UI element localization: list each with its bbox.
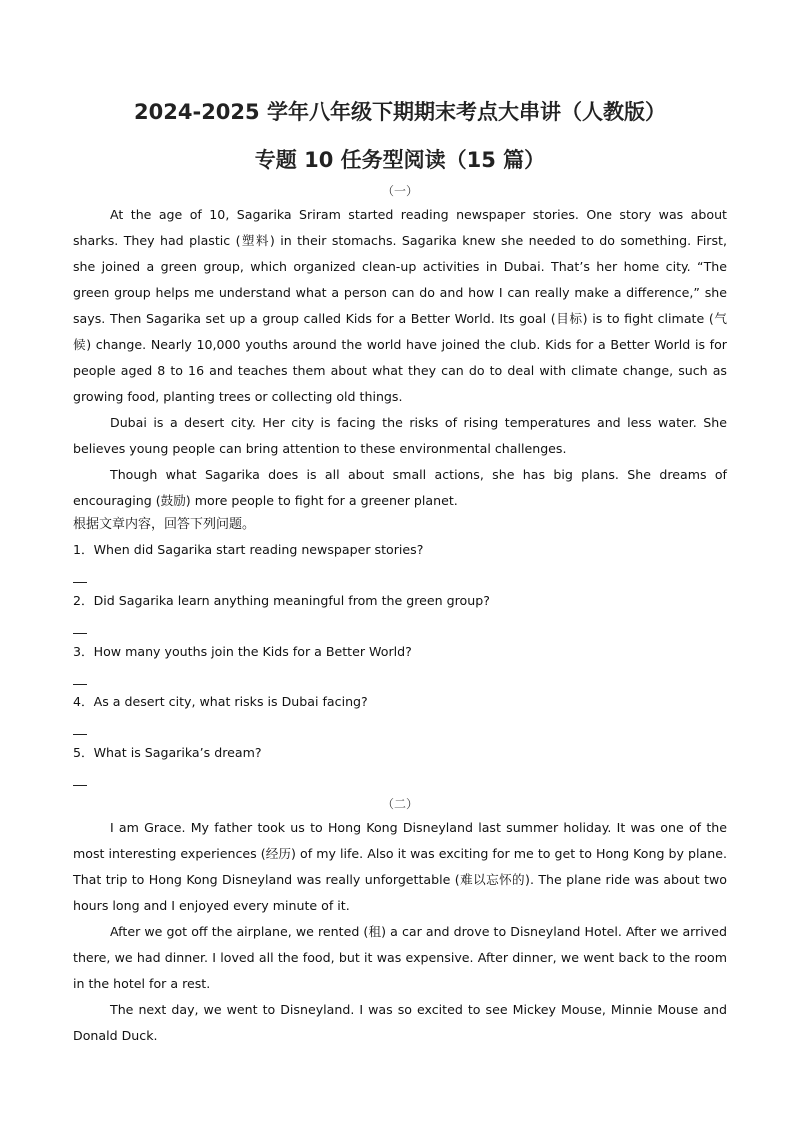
answer-blank-4[interactable] <box>73 734 87 735</box>
question-3: 3．How many youths join the Kids for a Better World? <box>73 644 412 659</box>
passage2-paragraph-1: I am Grace. My father took us to Hong Kong Disneyland last summer holiday. It was one of the most interesting experiences (经历) of my life. Also it was exciting for me to get to Hong Kong by plane. That trip to Hong Kong Disneyland was really unforgettable (难以忘怀的). The plane ride was about two hours long and I enjoyed every minute of it. <box>73 820 727 913</box>
question-4: 4．As a desert city, what risks is Dubai facing? <box>73 694 368 709</box>
answer-blank-3[interactable] <box>73 684 87 685</box>
passage2-paragraph-2: After we got off the airplane, we rented (租) a car and drove to Disneyland Hotel. After we arrived there, we had dinner. I loved all the food, but it was expensive. After dinner, we went back to the room in the hotel for a rest. <box>73 924 727 991</box>
answer-blank-2[interactable] <box>73 633 87 634</box>
answer-blank-1[interactable] <box>73 582 87 583</box>
passage1-paragraph-4: Though what Sagarika does is all about small actions, she has big plans. She dreams of encouraging (鼓励) more people to fight for a greener planet. <box>73 467 727 508</box>
answer-blank-5[interactable] <box>73 785 87 786</box>
passage2-paragraph-3: The next day, we went to Disneyland. I was so excited to see Mickey Mouse, Minnie Mouse and Donald Duck. <box>73 1002 727 1043</box>
section-label-2: （二） <box>381 797 418 811</box>
question-2: 2．Did Sagarika learn anything meaningful from the green group? <box>73 593 490 608</box>
document-title: 2024-2025 学年八年级下期期末考点大串讲（人教版） <box>134 100 666 124</box>
passage1-paragraph-2: Then Sagarika set up a group called Kids for a Better World. Its goal (目标) is to fight climate (气候) change. Nearly 10,000 youths around the world have joined the club. Kids for a Better World is for people aged 8 to 16 and teaches them about what they can do to deal with climate change, such as growing food, planting trees or collecting old things. <box>73 311 727 404</box>
section-label-1: （一） <box>381 184 418 198</box>
passage1-paragraph-3: Dubai is a desert city. Her city is facing the risks of rising temperatures and less water. She believes young people can bring attention to these environmental challenges. <box>73 415 727 456</box>
question-instruction: 根据文章内容，回答下列问题。 <box>73 517 256 532</box>
passage1-paragraph-1: At the age of 10, Sagarika Sriram started reading newspaper stories. One story was about sharks. They had plastic (塑料) in their stomachs. Sagarika knew she needed to do something. First, she joined a green group, which organized clean-up activities in Dubai. That’s her home city. “The green group helps me understand what a person can do and how I can really make a difference,” she says. <box>73 207 727 326</box>
question-5: 5．What is Sagarika’s dream? <box>73 745 262 760</box>
question-1: 1．When did Sagarika start reading newspaper stories? <box>73 542 424 557</box>
document-subtitle: 专题 10 任务型阅读（15 篇） <box>254 148 546 172</box>
